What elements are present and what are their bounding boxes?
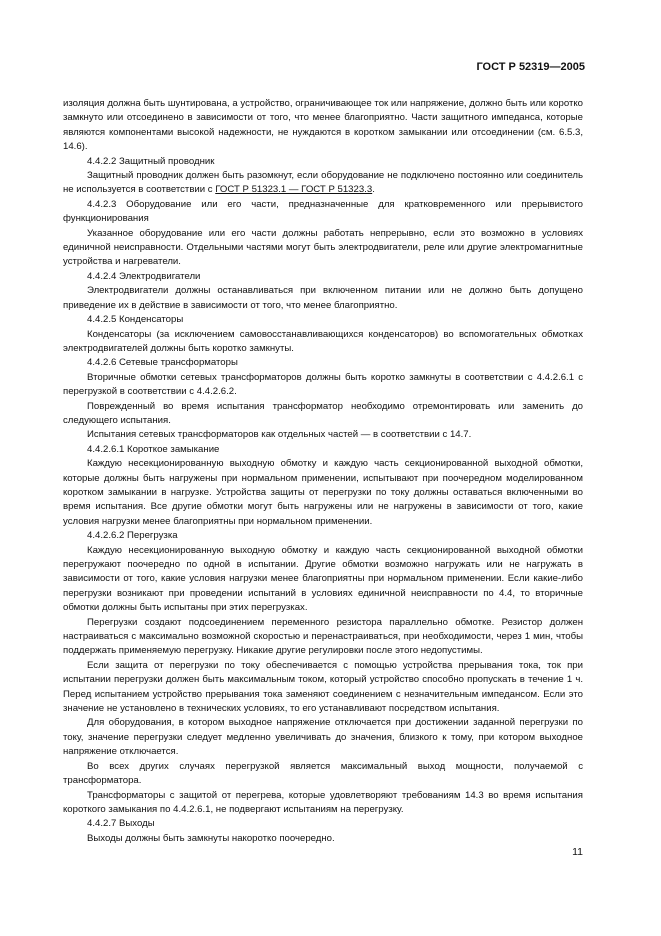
paragraph: Перегрузки создают подсоединением переменного резистора параллельно обмотке. Резистор должен настраиваться с максимально возможной скоростью и перенастраиваться, при необходимости, через 1 мин, чтобы поддержать применяемую перегрузку. Никакие другие регулировки после этого недопустимы. (63, 616, 583, 657)
document-header: ГОСТ Р 52319—2005 (476, 61, 585, 73)
paragraph: Если защита от перегрузки по току обеспечивается с помощью устройства прерывания тока, ток при испытании перегрузки должен быть максимальным током, который устройство способно пропускать в течение 1 ч. Перед испытанием устройство прерывания тока заменяют соединением с незначительным импедансом. Если это значение не установлено в технических условиях, то его устанавливают посредством испытания. (63, 659, 583, 715)
section-heading: 4.4.2.2 Защитный проводник (87, 155, 215, 167)
paragraph: Указанное оборудование или его части должны работать непрерывно, если это возможно в условиях единичной неисправности. Отдельными частями могут быть электродвигатели, реле или другие электромагнитные устройства и нагреватели. (63, 227, 583, 268)
section-heading: 4.4.2.7 Выходы (87, 818, 155, 830)
paragraph: Поврежденный во время испытания трансформатор необходимо отремонтировать или заменить до следующего испытания. (63, 400, 583, 426)
section-heading: 4.4.2.5 Конденсаторы (87, 314, 184, 326)
section-heading: 4.4.2.6 Сетевые трансформаторы (87, 357, 238, 369)
paragraph: Испытания сетевых трансформаторов как отдельных частей — в соответствии с 14.7. (87, 429, 472, 441)
section-heading: 4.4.2.6.2 Перегрузка (87, 530, 178, 542)
paragraph: Конденсаторы (за исключением самовосстанавливающихся конденсаторов) во вспомогательных обмотках электродвигателей должны быть коротко замкнуты. (63, 328, 583, 354)
paragraph: Каждую несекционированную выходную обмотку и каждую часть секционированной выходной обмотки перегружают поочередно по одной в испытании. Другие обмотки возможно нагружать или не нагружать в зависимости от того, какие условия нагрузки менее благоприятны при нормальном применении. Если какие-либо перегрузки возникают при проведении испытаний в условиях единичной неисправности по 4.4, то вторичные обмотки должны быть испытаны при этих перегрузках. (63, 544, 583, 614)
paragraph: Вторичные обмотки сетевых трансформаторов должны быть коротко замкнуты в соответствии с 4.4.2.6.1 с перегрузкой в соответствии с 4.4.2.6.2. (63, 371, 583, 398)
section-heading: 4.4.2.4 Электродвигатели (87, 270, 201, 282)
document-body (63, 97, 583, 846)
paragraph: Для оборудования, в котором выходное напряжение отключается при достижении заданной перегрузки по току, значение перегрузки следует медленно увеличивать до значения, близкого к тому, при котором выходное напряжение отключается. (63, 717, 583, 758)
page-number: 11 (572, 846, 583, 858)
section-heading: 4.4.2.6.1 Короткое замыкание (87, 443, 220, 455)
paragraph: Электродвигатели должны останавливаться при включенном питании или не должно быть допущено приведение их в действие в зависимости от того, что менее благоприятно. (63, 285, 583, 311)
paragraph-text: . (372, 184, 375, 196)
paragraph: Трансформаторы с защитой от перегрева, которые удовлетворяют требованиям 14.3 во время испытания короткого замыкания по 4.4.2.6.1, не подвергают испытаниям на перегрузку. (63, 789, 583, 815)
standard-reference-link[interactable]: ГОСТ Р 51323.1 — ГОСТ Р 51323.3 (215, 184, 373, 196)
paragraph: Выходы должны быть замкнуты накоротко поочередно. (87, 832, 335, 844)
paragraph-text: Защитный проводник должен быть разомкнут, если оборудование не подключено постоянно или соединитель не используется в соответствии с (63, 170, 583, 196)
paragraph: Во всех других случаях перегрузкой является максимальный выход мощности, получаемой с трансформатора. (63, 760, 583, 787)
section-heading: 4.4.2.3 Оборудование или его части, предназначенные для кратковременного или прерывистого функционирования (63, 198, 583, 225)
paragraph (63, 169, 583, 198)
paragraph: изоляция должна быть шунтирована, а устройство, ограничивающее ток или напряжение, должно быть или коротко замкнуто или отсоединено в зависимости от того, что менее благоприятно. Части защитного импеданса, которые являются компонентами высокой надежности, не нуждаются в коротком замыкании или отсоединении (см. 6.5.3, 14.6). (63, 98, 583, 153)
paragraph: Каждую несекционированную выходную обмотку и каждую часть секционированной выходной обмотки, которые должны быть нагружены при нормальном применении, испытывают при поочередном моделированном коротком замыкании в нагрузке. Устройства защиты от перегрузки по току должны оставаться включенными во время испытания. Все другие обмотки могут быть нагружены или не нагружены в зависимости от того, какие условия нагрузки менее благоприятны при нормальном применении. (63, 458, 583, 527)
